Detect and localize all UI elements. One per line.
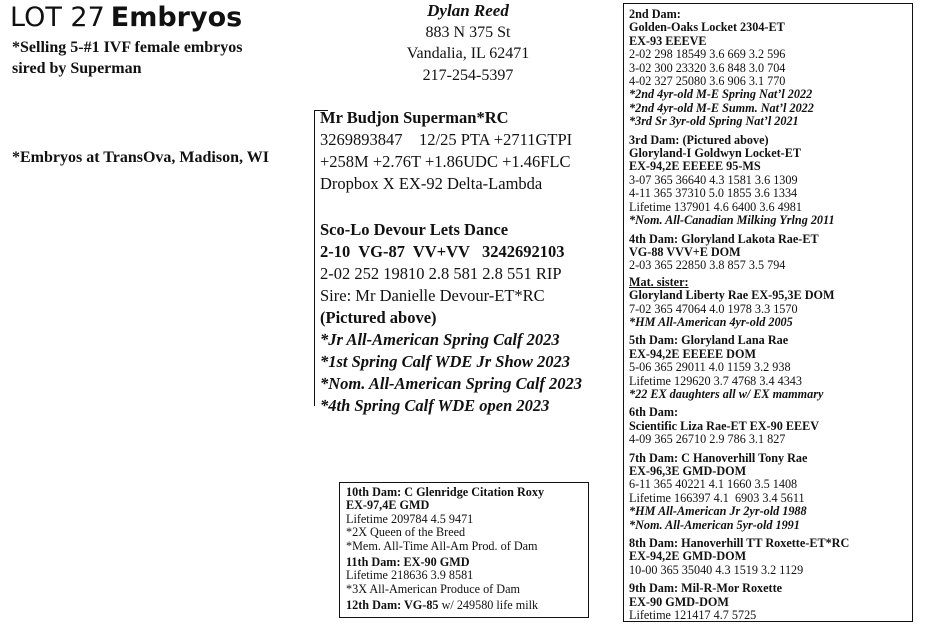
dam-sire-line: Sire: Mr Danielle Devour-ET*RC [320, 286, 545, 305]
dam-name: Sco-Lo Devour Lets Dance [320, 220, 509, 239]
dam2-name: Golden-Oaks Locket 2304-ET [629, 20, 785, 35]
dam3-honor: *Nom. All-Canadian Milking Yrlng 2011 [629, 213, 835, 228]
dam7-record: Lifetime 166397 4.1 6903 3.4 5611 [629, 490, 805, 505]
dam11-title: 11th Dam: EX-90 GMD [346, 555, 470, 570]
dam9-class: EX-90 GMD-DOM [629, 594, 729, 609]
dam-record: 2-02 252 19810 2.8 581 2.8 551 RIP [320, 264, 562, 283]
sire-line-1: 3269893847 12/25 PTA +2711GTPI [320, 130, 573, 149]
dam7-honor: *HM All-American Jr 2yr-old 1988 [629, 504, 807, 519]
selling-line-2: sired by Superman [12, 60, 142, 77]
dam-block [320, 219, 582, 417]
dam10-title: 10th Dam: C Glenridge Citation Roxy [346, 485, 545, 499]
dam2-label: 2nd Dam: [629, 7, 681, 21]
dam-honor: *4th Spring Calf WDE open 2023 [320, 396, 550, 415]
sire-line-3: Dropbox X EX-92 Delta-Lambda [320, 174, 543, 193]
dam12-rest: w/ 249580 life milk [438, 598, 539, 613]
dam5-honor: *22 EX daughters all w/ EX mammary [629, 386, 824, 401]
selling-line-1: *Selling 5-#1 IVF female embryos [12, 39, 243, 56]
mat-sister-label: Mat. sister: [629, 274, 689, 289]
lot-title [10, 2, 242, 34]
dam11-lifetime: Lifetime 218636 3.9 8581 [346, 568, 474, 583]
sire-line-2: +258M +2.76T +1.86UDC +1.46FLC [320, 152, 571, 171]
dam12-line [346, 599, 588, 612]
dam9-label: 9th Dam: Mil-R-Mor Roxette [629, 581, 783, 596]
seller-city: Vandalia, IL 62471 [406, 45, 530, 62]
dam-honor: *Jr All-American Spring Calf 2023 [320, 330, 560, 349]
dam-honor: *Nom. All-American Spring Calf 2023 [320, 374, 583, 393]
dam6-label: 6th Dam: [629, 405, 679, 420]
dam3-record: 3-07 365 36640 4.3 1581 3.6 1309 [629, 172, 798, 187]
dam2-honor: *3rd Sr 3yr-old Spring Nat’l 2021 [629, 114, 799, 129]
dam7-class: EX-96,3E GMD-DOM [629, 464, 747, 478]
right-ancestry-box [623, 3, 913, 622]
dam-honor: *1st Spring Calf WDE Jr Show 2023 [320, 352, 571, 371]
selling-note [12, 37, 242, 79]
dam-classification: 2-10 VG-87 VV+VV 3242692103 [320, 242, 565, 261]
dam9-record: Lifetime 121417 4.7 5725 [629, 608, 757, 623]
dam8-record: 10-00 365 35040 4.3 1519 3.2 1129 [629, 562, 804, 577]
dam2-honor: *2nd 4yr-old M-E Spring Nat’l 2022 [629, 87, 813, 102]
dam4-record: 2-03 365 22850 3.8 857 3.5 794 [629, 258, 786, 273]
dam3-record: Lifetime 137901 4.6 6400 3.6 4981 [629, 199, 802, 214]
dam7-label: 7th Dam: C Hanoverhill Tony Rae [629, 450, 808, 465]
dam5-class: EX-94,2E EEEEE DOM [629, 346, 756, 361]
seller-street: 883 N 375 St [425, 23, 511, 41]
sire-block [320, 107, 572, 195]
dam-pictured: (Pictured above) [320, 308, 437, 327]
dam2-record: 4-02 327 25080 3.6 906 3.1 770 [629, 74, 786, 89]
dam6-name: Scientific Liza Rae-ET EX-90 EEEV [629, 418, 820, 433]
seller-contact [378, 0, 558, 86]
dam11-note: *3X All-American Produce of Dam [346, 581, 520, 596]
dam3-record: 4-11 365 37310 5.0 1855 3.6 1334 [629, 186, 798, 201]
lower-ancestry-box [339, 482, 589, 618]
dam2-honor: *2nd 4yr-old M-E Summ. Nat’l 2022 [629, 100, 814, 115]
mat-sister-name: Gloryland Liberty Rae EX-95,3E DOM [629, 288, 835, 303]
dam2-record: 3-02 300 23320 3.6 848 3.0 704 [629, 60, 786, 75]
dam4-label: 4th Dam: Gloryland Lakota Rae-ET [629, 231, 819, 246]
dam6-record: 4-09 365 26710 2.9 786 3.1 827 [629, 432, 786, 447]
mat-sister-honor: *HM All-American 4yr-old 2005 [629, 314, 793, 329]
dam8-label: 8th Dam: Hanoverhill TT Roxette-ET*RC [629, 536, 850, 551]
location-note: *Embryos at TransOva, Madison, WI [12, 149, 269, 166]
lot-type: Embryos [110, 2, 243, 33]
dam7-honor: *Nom. All-American 5yr-old 1991 [629, 517, 800, 532]
seller-phone: 217-254-5397 [422, 66, 514, 84]
pedigree-bracket [314, 110, 315, 406]
dam10-lifetime: Lifetime 209784 4.5 9471 [346, 511, 474, 526]
dam4-class: VG-88 VVV+E DOM [629, 244, 741, 259]
dam7-record: 6-11 365 40221 4.1 1660 3.5 1408 [629, 477, 798, 492]
dam5-label: 5th Dam: Gloryland Lana Rae [629, 333, 789, 348]
dam10-note: *2X Queen of the Breed [346, 525, 466, 540]
seller-name: Dylan Reed [427, 1, 509, 20]
dam3-class: EX-94,2E EEEEE 95-MS [629, 159, 761, 174]
dam3-label: 3rd Dam: (Pictured above) [629, 132, 769, 147]
dam3-name: Gloryland-I Goldwyn Locket-ET [629, 146, 801, 161]
sire-name: Mr Budjon Superman*RC [320, 108, 509, 127]
dam5-record: Lifetime 129620 3.7 4768 3.4 4343 [629, 373, 802, 388]
dam12-title: 12th Dam: VG-85 [346, 598, 439, 613]
dam8-class: EX-94,2E GMD-DOM [629, 549, 747, 564]
dam2-record: 2-02 298 18549 3.6 669 3.2 596 [629, 47, 786, 62]
mat-sister-record: 7-02 365 47064 4.0 1978 3.3 1570 [629, 301, 798, 316]
dam5-record: 5-06 365 29011 4.0 1159 3.2 938 [629, 360, 791, 375]
dam10-class: EX-97,4E GMD [346, 498, 430, 513]
dam10-note: *Mem. All-Time All-Am Prod. of Dam [346, 538, 538, 553]
lot-number: LOT 27 [10, 2, 105, 33]
dam2-class: EX-93 EEEVE [629, 33, 707, 48]
